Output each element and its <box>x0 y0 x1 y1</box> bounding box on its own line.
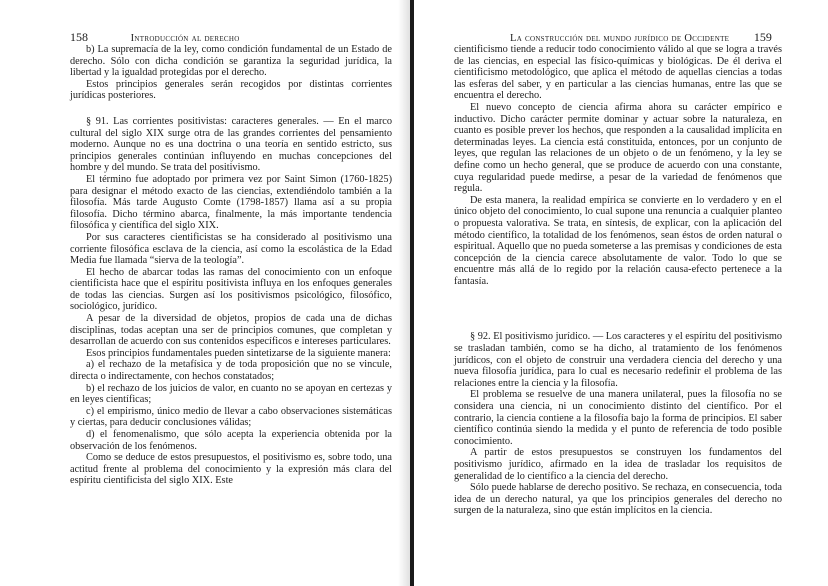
paragraph: De esta manera, la realidad empírica se convierte en lo verdadero y en el único objeto del conocimiento, lo cual supone una renuncia a cualquier planteo o propuesta valorativa. Se trata, en síntesis, de explicar, con la aplicación del método científico, la totalidad de los fenómenos, sean éstos de orden natural o espiritual. Aquello que no pueda someterse a las premisas y condiciones de esta concepción de la ciencia carece absolutamente de valor. Todo lo que se encuentre más allá de lo regido por la relación causa-efecto pertenece a la fantasía. <box>454 194 782 287</box>
paragraph: Por sus caracteres cientificistas se ha considerado al positivismo una corriente filosófica esclava de la ciencia, así como la escolástica de la Edad Media fue llamada “sierva de la teología”. <box>70 231 392 267</box>
list-item: a) el rechazo de la metafísica y de toda proposición que no se vincule, directa o indirectamente, con hechos constatados; <box>70 359 392 383</box>
paragraph: Estos principios generales serán recogidos por distintas corrientes jurídicas posteriores. <box>70 78 392 102</box>
left-page-number: 158 <box>70 30 88 44</box>
paragraph: Como se deduce de estos presupuestos, el positivismo es, sobre todo, una actitud frente al problema del conocimiento y la expresión más clara del espíritu cientificista del siglo XIX. Este <box>70 452 392 487</box>
paragraph: El hecho de abarcar todas las ramas del conocimiento con un enfoque cientificista hace que el espíritu positivista influya en los enfoques generales de todas las ciencias. Surgen así los positivismos psicológico, filosófico, sociológico, jurídico. <box>70 266 392 313</box>
right-page-header <box>510 30 772 45</box>
left-text-column <box>70 44 392 487</box>
paragraph: A partir de estos presupuestos se construyen los fundamentos del positivismo jurídico, afirmado en la idea de trasladar los requisitos de generalidad de lo científico a la ciencia del derecho. <box>454 447 782 482</box>
book-gutter-shadow <box>398 0 410 586</box>
paragraph: A pesar de la diversidad de objetos, propios de cada una de dichas disciplinas, todas aceptan una ser de principios comunes, que completan y desarrollan de acuerdo con sus contenidos específicos e intereses particulares. <box>70 313 392 348</box>
paragraph: cientificismo tiende a reducir todo conocimiento válido al que se logra a través de las ciencias, en especial las físico-químicas y biológicas. De él deriva el cientificismo metodológico, que aplica el método de aquellas ciencias a todas las esferas del saber, y en particular a las ciencias humanas, entre las que se encuentra el derecho. <box>454 44 782 102</box>
paragraph: Esos principios fundamentales pueden sintetizarse de la siguiente manera: <box>86 347 391 359</box>
paragraph: El problema se resuelve de una manera unilateral, pues la filosofía no se considera una ciencia, ni un conocimiento distinto del científico. Por el contrario, la ciencia contiene a la filosofía bajo la forma de principios. El saber científico continúa siendo la medida y el punto de referencia de todo posible conocimiento. <box>454 389 782 447</box>
right-page <box>414 0 828 586</box>
section-91-paragraph: § 91. Las corrientes positivistas: caracteres generales. — En el marco cultural del siglo XIX surge otra de las grandes corrientes del pensamiento moderno. Aunque no es una doctrina o una teoría en sentido estricto, sus principios generales continúan influyendo en muchas concepciones del hombre y del mundo. Se trata del positivismo. <box>70 115 392 174</box>
paragraph: El nuevo concepto de ciencia afirma ahora su carácter empírico e inductivo. Dicho carácter permite dominar y actuar sobre la naturaleza, en cuanto es posible prever los hechos, que responden a la causalidad implícita en determinadas leyes. La ciencia está constituida, entonces, por un conjunto de leyes, que regulan las relaciones de un objeto o de un fenómeno, y la ley se define como un hecho general, que se produce de acuerdo con una constante, cuya regularidad puede medirse, a pesar de la variedad de fenómenos que regula. <box>454 101 782 195</box>
left-page-header <box>70 30 240 45</box>
list-item: c) el empirismo, único medio de llevar a cabo observaciones sistemáticas y ciertas, para deducir conclusiones válidas; <box>70 405 392 429</box>
paragraph: b) La supremacía de la ley, como condición fundamental de un Estado de derecho. Sólo con dicha condición se garantiza la seguridad jurídica, la libertad y la igualdad protegidas por el derecho. <box>70 44 392 79</box>
list-item: d) el fenomenalismo, que sólo acepta la experiencia obtenida por la observación de los fenómenos. <box>70 429 392 452</box>
list-item: b) el rechazo de los juicios de valor, en cuanto no se apoyan en certezas y en leyes científicas; <box>70 382 392 406</box>
left-running-head: Introducción al derecho <box>130 33 240 44</box>
left-page <box>0 0 410 586</box>
paragraph: Sólo puede hablarse de derecho positivo. Se rechaza, en consecuencia, toda idea de un derecho natural, ya que los principios generales del derecho no surgen de la naturaleza, sino que están implícitos en la ciencia. <box>454 482 782 517</box>
right-page-number: 159 <box>753 30 772 44</box>
paragraph: El término fue adoptado por primera vez por Saint Simon (1760-1825) para designar el método exacto de las ciencias, extendiéndolo también a la filosofía. Más tarde Augusto Comte (1798-1857) llama así a su propia filosofía. Dicho término abarca, finalmente, la más importante tendencia filosófica y científica del siglo XIX. <box>70 173 392 232</box>
right-running-head: La construcción del mundo jurídico de Occidente <box>510 33 730 44</box>
right-text-column <box>454 44 782 517</box>
section-92-paragraph: § 92. El positivismo jurídico. — Los caracteres y el espíritu del positivismo se trasladan también, como se ha dicho, al tratamiento de los fenómenos jurídicos, con el objeto de construir una verdadera ciencia del derecho y una nueva filosofía jurídica, para lo cual es necesario redefinir el problema de las relaciones entre la ciencia y la filosofía. <box>454 331 782 389</box>
